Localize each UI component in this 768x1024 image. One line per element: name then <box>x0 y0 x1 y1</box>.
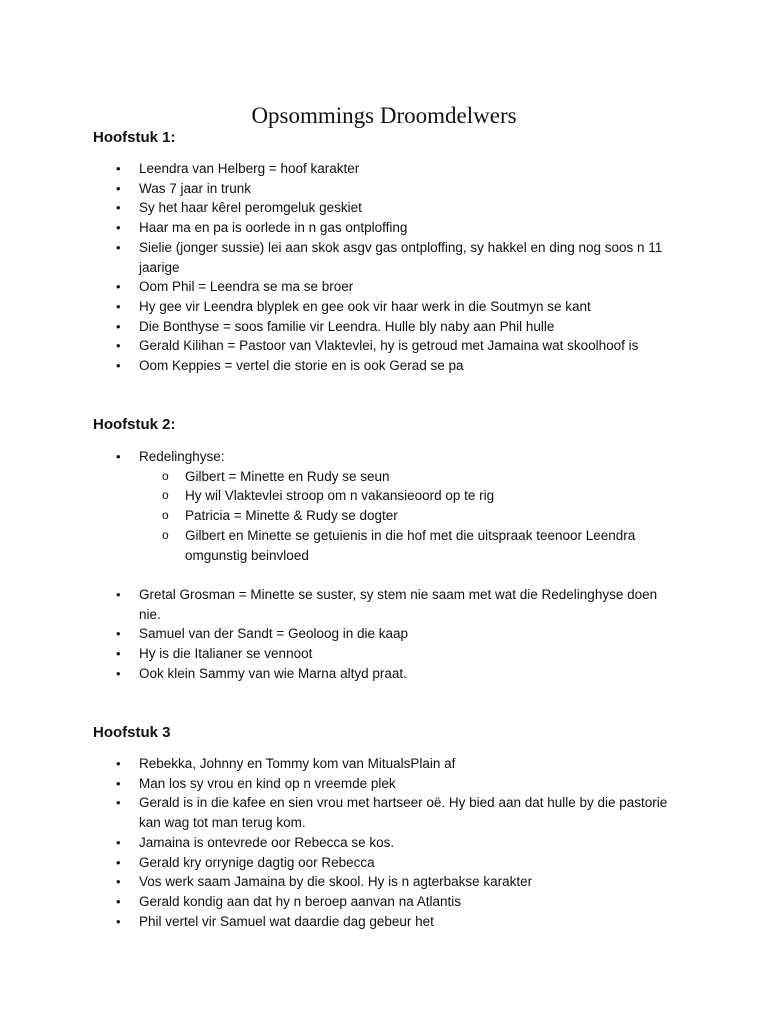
bullet-icon: • <box>116 626 121 642</box>
list-item <box>0 218 669 238</box>
list-item-text: Sy het haar kêrel peromgeluk geskiet <box>139 200 362 216</box>
sub-list-item <box>139 467 675 487</box>
section-3-list <box>0 754 768 931</box>
bullet-icon: • <box>116 298 121 314</box>
list-item <box>0 297 669 317</box>
list-item <box>0 774 669 794</box>
list-item-text: Gretal Grosman = Minette se suster, sy stem nie saam met wat die Redelinghyse doen nie. <box>139 587 658 622</box>
sub-list-item-text: Gilbert = Minette en Rudy se seun <box>185 468 390 484</box>
bullet-icon: • <box>116 180 121 196</box>
bullet-icon: • <box>116 756 121 771</box>
list-item-text: Samuel van der Sandt = Geoloog in die kaap <box>139 626 409 642</box>
bullet-icon: • <box>116 200 121 216</box>
list-item-text: Redelinghyse: <box>139 449 225 464</box>
list-item-text: Oom Keppies = vertel die storie en is ook Gerad se pa <box>139 358 464 374</box>
bullet-icon: • <box>116 358 121 374</box>
list-item <box>0 356 669 376</box>
bullet-icon: • <box>116 587 121 602</box>
list-item <box>0 585 669 624</box>
list-item <box>0 277 669 297</box>
bullet-icon: • <box>116 665 121 681</box>
list-item-text: Hy gee vir Leendra blyplek en gee ook vir haar werk in die Soutmyn se kant <box>139 298 591 314</box>
sub-list-item-text: Hy wil Vlaktevlei stroop om n vakansieoord op te rig <box>185 488 495 504</box>
section-heading-3: Hoofstuk 3 <box>93 724 171 741</box>
list-item-text: Hy is die Italianer se vennoot <box>139 646 313 662</box>
list-item-text: Die Bonthyse = soos familie vir Leendra. Hulle bly naby aan Phil hulle <box>139 318 555 334</box>
list-item-text: Oom Phil = Leendra se ma se broer <box>139 279 354 295</box>
list-item-text: Phil vertel vir Samuel wat daardie dag gebeur het <box>139 913 434 929</box>
circle-bullet-icon: o <box>162 508 169 523</box>
list-item <box>0 793 669 832</box>
bullet-icon: • <box>116 338 121 354</box>
list-item <box>0 447 669 565</box>
bullet-icon: • <box>116 449 121 464</box>
list-item <box>0 317 669 337</box>
sub-list-item-text: Patricia = Minette & Rudy se dogter <box>185 508 398 524</box>
section-heading-1: Hoofstuk 1: <box>93 129 176 146</box>
list-item <box>0 624 669 644</box>
circle-bullet-icon: o <box>162 468 169 483</box>
list-item <box>0 833 669 853</box>
bullet-icon: • <box>116 161 121 176</box>
list-item-text: Gerald Kilihan = Pastoor van Vlaktevlei, hy is getroud met Jamaina wat skoolhoof is <box>139 338 639 354</box>
bullet-icon: • <box>116 913 121 929</box>
list-item <box>0 892 669 912</box>
bullet-icon: • <box>116 646 121 662</box>
document-title: Opsommings Droomdelwers <box>251 103 517 129</box>
sub-list <box>139 467 669 566</box>
sub-list-item <box>139 506 675 526</box>
list-item <box>0 644 669 664</box>
list-item-text: Gerald kondig aan dat hy n beroep aanvan na Atlantis <box>139 893 461 909</box>
section-1-list <box>0 159 768 376</box>
list-item-text: Jamaina is ontevrede oor Rebecca se kos. <box>139 834 395 850</box>
bullet-icon: • <box>116 854 121 870</box>
bullet-icon: • <box>116 795 121 811</box>
list-item <box>0 853 669 873</box>
sub-list-item <box>139 486 675 506</box>
bullet-icon: • <box>116 318 121 334</box>
list-item <box>0 912 669 932</box>
bullet-icon: • <box>116 279 121 295</box>
list-item-text: Gerald is in die kafee en sien vrou met hartseer oë. Hy bied aan dat hulle by die pastorie kan wag tot man terug kom. <box>139 795 668 831</box>
list-item-text: Man los sy vrou en kind op n vreemde plek <box>139 775 396 791</box>
list-item <box>0 159 669 179</box>
list-item-text: Gerald kry orrynige dagtig oor Rebecca <box>139 854 375 870</box>
list-item-text: Vos werk saam Jamaina by die skool. Hy is n agterbakse karakter <box>139 874 533 890</box>
list-item <box>0 198 669 218</box>
section-heading-2: Hoofstuk 2: <box>93 416 176 433</box>
list-item <box>0 754 669 774</box>
list-item-text: Haar ma en pa is oorlede in n gas ontploffing <box>139 220 408 236</box>
bullet-icon: • <box>116 239 121 255</box>
list-item <box>0 238 669 277</box>
list-item-text: Was 7 jaar in trunk <box>139 180 252 196</box>
sub-list-item <box>139 526 675 565</box>
list-item-text: Sielie (jonger sussie) lei aan skok asgv gas ontploffing, sy hakkel en ding nog soos n 11 jaarige <box>139 239 663 275</box>
list-item-text: Ook klein Sammy van wie Marna altyd praat. <box>139 665 407 681</box>
circle-bullet-icon: o <box>162 527 169 542</box>
sub-list-item-text: Gilbert en Minette se getuienis in die hof met die uitspraak teenoor Leendra omgunstig beinvloed <box>185 527 636 563</box>
section-2-list <box>0 585 768 684</box>
section-2-group-list <box>0 447 768 565</box>
list-item <box>0 872 669 892</box>
list-item-text: Leendra van Helberg = hoof karakter <box>139 161 360 176</box>
bullet-icon: • <box>116 893 121 909</box>
bullet-icon: • <box>116 220 121 236</box>
list-item <box>0 179 669 199</box>
list-item <box>0 336 669 356</box>
bullet-icon: • <box>116 775 121 791</box>
list-item-text: Rebekka, Johnny en Tommy kom van MitualsPlain af <box>139 756 456 771</box>
list-item <box>0 664 669 684</box>
circle-bullet-icon: o <box>162 488 169 503</box>
bullet-icon: • <box>116 874 121 890</box>
bullet-icon: • <box>116 834 121 850</box>
